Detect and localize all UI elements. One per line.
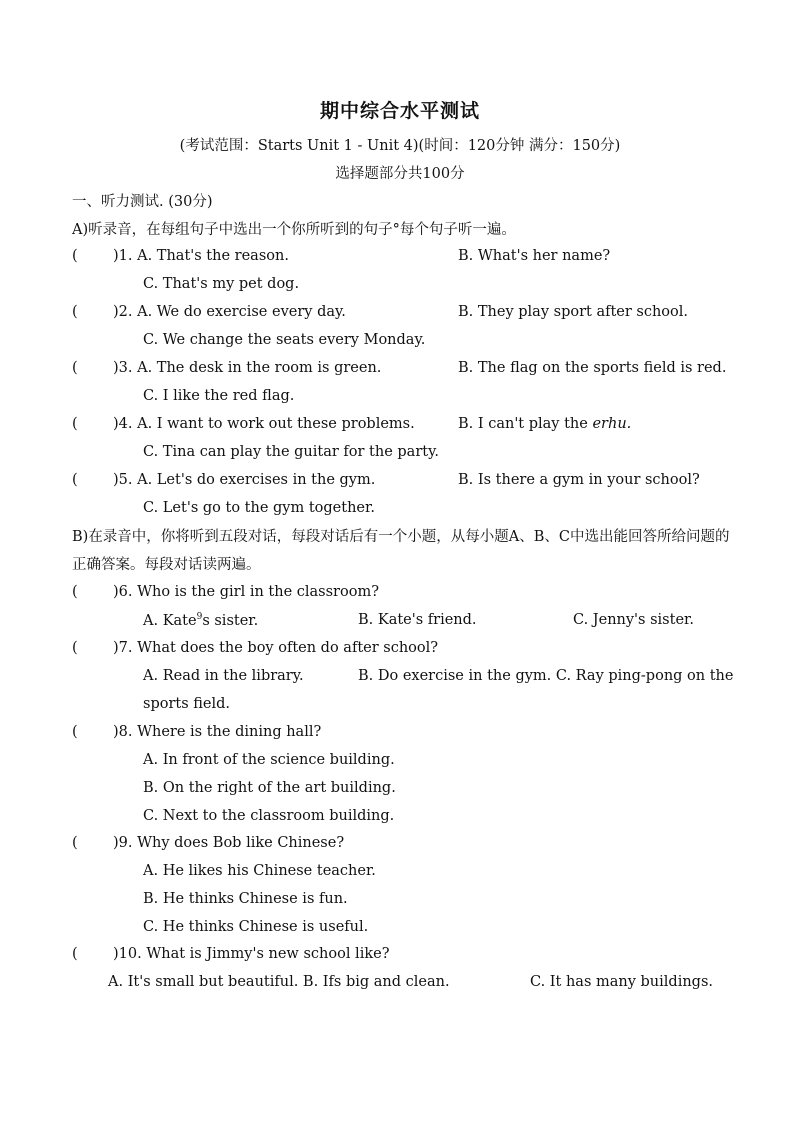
page-title: 期中综合水平测试 bbox=[319, 100, 480, 122]
question-5: )5. A. Let's do exercises in the gym. bbox=[113, 472, 376, 488]
erhu-italic: erhu. bbox=[592, 416, 632, 432]
question-8-option-c: C. Next to the classroom building. bbox=[143, 808, 395, 824]
question-4-option-b bbox=[458, 416, 631, 432]
question-5-option-c: C. Let's go to the gym together. bbox=[143, 500, 375, 516]
question-7-option-bc: B. Do exercise in the gym. C. Ray ping-pong on the bbox=[358, 668, 734, 684]
question-1-option-c: C. That's my pet dog. bbox=[143, 276, 300, 292]
question-10: )10. What is Jimmy's new school like? bbox=[113, 946, 390, 962]
question-6-option-c: C. Jenny's sister. bbox=[573, 612, 694, 628]
answer-paren: ( bbox=[72, 724, 78, 740]
question-3-option-c: C. I like the red flag. bbox=[143, 388, 295, 404]
question-10-option-c: C. It has many buildings. bbox=[530, 974, 714, 990]
question-5-option-b: B. Is there a gym in your school? bbox=[458, 472, 700, 488]
part-b-instructions: B)在录音中，你将听到五段对话，每段对话后有一个小题，从每小题A、B、C中选出能回答所给问题的 正确答案。每段对话读两遍。 bbox=[72, 529, 730, 573]
option-a-text: A. Kate bbox=[143, 612, 197, 629]
question-4-option-c: C. Tina can play the guitar for the party. bbox=[143, 444, 439, 460]
answer-paren: ( bbox=[72, 472, 78, 488]
answer-paren: ( bbox=[72, 304, 78, 320]
answer-paren: ( bbox=[72, 360, 78, 376]
question-2-option-c: C. We change the seats every Monday. bbox=[143, 332, 426, 348]
answer-paren: ( bbox=[72, 640, 78, 656]
question-2: )2. A. We do exercise every day. bbox=[113, 304, 346, 320]
option-b-text: B. I can't play the bbox=[458, 416, 593, 432]
option-a-rest: s sister. bbox=[202, 612, 259, 629]
section-listening-heading: 一、听力测试. (30分) bbox=[72, 194, 213, 210]
question-8-option-a: A. In front of the science building. bbox=[143, 752, 395, 768]
question-9-option-a: A. He likes his Chinese teacher. bbox=[143, 863, 376, 879]
answer-paren: ( bbox=[72, 946, 78, 962]
question-7-option-a: A. Read in the library. bbox=[143, 668, 304, 684]
part-a-instructions: A)听录音，在每组句子中选出一个你所听到的句子°每个句子听一遍。 bbox=[72, 222, 516, 238]
question-6-option-b: B. Kate's friend. bbox=[358, 612, 477, 628]
question-7-option-c-cont: sports field. bbox=[143, 696, 231, 712]
question-10-options-ab: A. It's small but beautiful. B. Ifs big and clean. bbox=[108, 974, 450, 990]
question-9-option-b: B. He thinks Chinese is fun. bbox=[143, 891, 348, 907]
question-8: )8. Where is the dining hall? bbox=[113, 724, 322, 740]
option-a-sup: 9 bbox=[196, 612, 203, 622]
question-9-option-c: C. He thinks Chinese is useful. bbox=[143, 919, 369, 935]
answer-paren: ( bbox=[72, 416, 78, 432]
question-4: )4. A. I want to work out these problems. bbox=[113, 416, 415, 432]
question-3: )3. A. The desk in the room is green. bbox=[113, 360, 382, 376]
question-1: )1. A. That's the reason. bbox=[113, 248, 289, 264]
choice-note: 选择题部分共100分 bbox=[335, 166, 465, 182]
question-3-option-b: B. The flag on the sports field is red. bbox=[458, 360, 727, 376]
answer-paren: ( bbox=[72, 835, 78, 851]
question-1-option-b: B. What's her name? bbox=[458, 248, 611, 264]
answer-paren: ( bbox=[72, 248, 78, 264]
question-7: )7. What does the boy often do after school? bbox=[113, 640, 439, 656]
answer-paren: ( bbox=[72, 584, 78, 600]
question-2-option-b: B. They play sport after school. bbox=[458, 304, 689, 320]
question-6: )6. Who is the girl in the classroom? bbox=[113, 584, 379, 600]
exam-scope: (考试范围：Starts Unit 1 - Unit 4)(时间：120分钟 满分：150分) bbox=[179, 138, 621, 154]
question-8-option-b: B. On the right of the art building. bbox=[143, 780, 396, 796]
question-9: )9. Why does Bob like Chinese? bbox=[113, 835, 345, 851]
question-6-option-a bbox=[143, 612, 258, 629]
